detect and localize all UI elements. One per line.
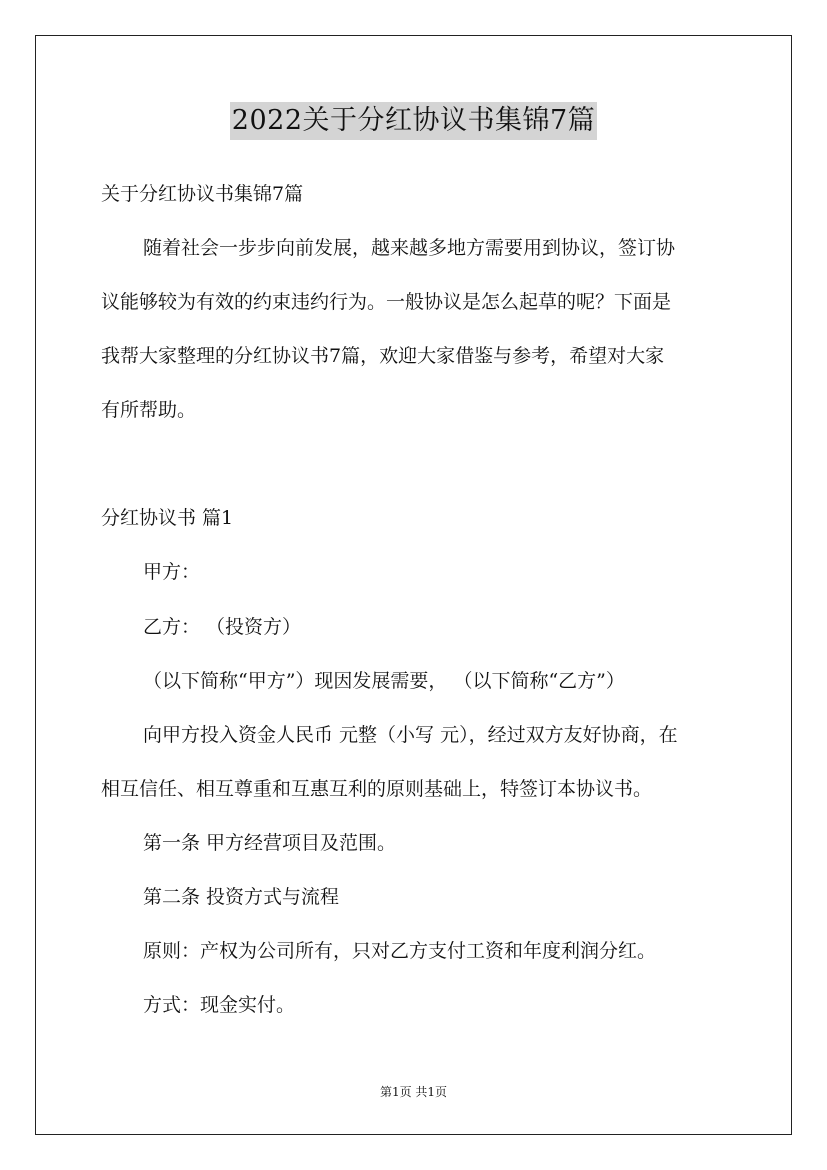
article-1: 第一条 甲方经营项目及范围。 <box>143 832 397 854</box>
principle-line: 原则：产权为公司所有，只对乙方支付工资和年度利润分红。 <box>143 940 657 962</box>
intro-line: 随着社会一步步向前发展，越来越多地方需要用到协议，签订协 <box>143 237 676 259</box>
page-number: 第1页 共1页 <box>379 1085 448 1099</box>
method-line: 方式：现金实付。 <box>143 994 296 1016</box>
party-b-line: 乙方： （投资方） <box>143 616 302 638</box>
party-a-line: 甲方： <box>143 561 201 583</box>
body-line: 向甲方投入资金人民币 元整（小写 元），经过双方友好协商，在 <box>143 724 678 746</box>
article-2: 第二条 投资方式与流程 <box>143 886 340 908</box>
body-line: 相互信任、相互尊重和互惠互利的原则基础上，特签订本协议书。 <box>101 778 653 800</box>
section-heading: 分红协议书 篇1 <box>101 507 234 529</box>
title-container <box>0 102 827 140</box>
document-title: 2022关于分红协议书集锦7篇 <box>230 102 597 140</box>
intro-line: 有所帮助。 <box>101 399 197 421</box>
document-subtitle: 关于分红协议书集锦7篇 <box>101 183 304 205</box>
intro-line: 议能够较为有效的约束违约行为。一般协议是怎么起草的呢？下面是 <box>101 291 672 313</box>
body-line: （以下简称“甲方”）现因发展需要， （以下简称“乙方”） <box>143 670 625 692</box>
intro-line: 我帮大家整理的分红协议书7篇，欢迎大家借鉴与参考，希望对大家 <box>101 345 665 367</box>
